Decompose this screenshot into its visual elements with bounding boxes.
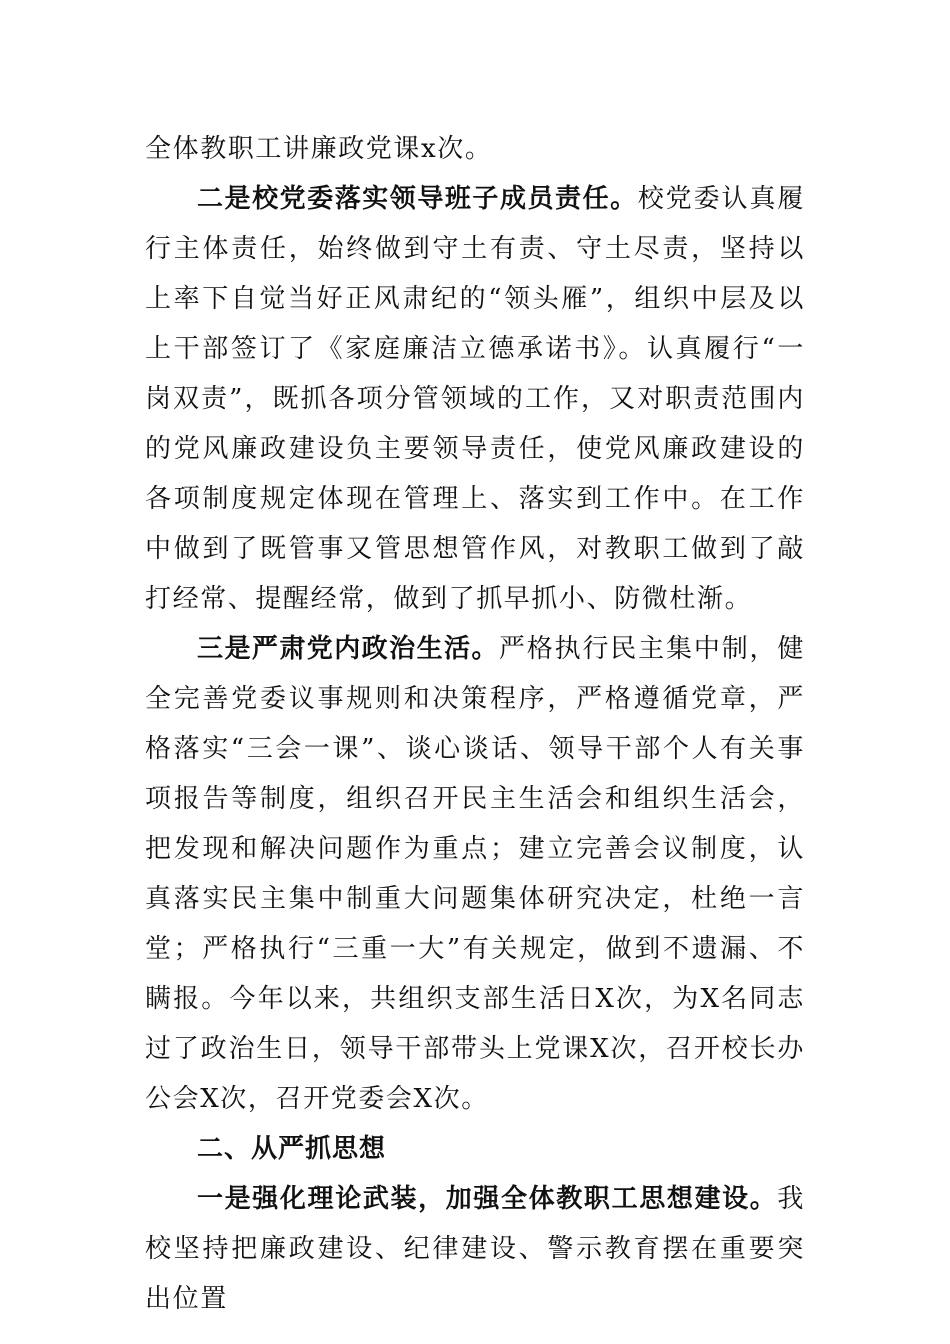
paragraph-continuation — [145, 124, 805, 174]
paragraph-text: 严格执行民主集中制，健全完善党委议事规则和决策程序，严格遵循党章，严格落实“三会一课”、谈心谈话、领导干部个人有关事项报告等制度，组织召开民主生活会和组织生活会，把发现和解决问题作为重点；建立完善会议制度，认真落实民主集中制重大问题集体研究决定，杜绝一言堂；严格执行“三重一大”有关规定，做到不遗漏、不瞒报。今年以来，共组织支部生活日X次，为X名同志过了政治生日，领导干部带头上党课X次，召开校长办公会X次，召开党委会X次。 — [145, 634, 805, 1114]
paragraph-theory-armament — [145, 1174, 805, 1324]
paragraph-text: 校党委认真履行主体责任，始终做到守土有责、守土尽责，坚持以上率下自觉当好正风肃纪的“领头雁”，组织中层及以上干部签订了《家庭廉洁立德承诺书》。认真履行“一岗双责”，既抓各项分管领域的工作，又对职责范围内的党风廉政建设负主要领导责任，使党风廉政建设的各项制度规定体现在管理上、落实到工作中。在工作中做到了既管事又管思想管作风，对教职工做到了敲打经常、提醒经常，做到了抓早抓小、防微杜渐。 — [145, 184, 805, 614]
document-body — [145, 124, 805, 1324]
paragraph-political-life — [145, 624, 805, 1124]
paragraph-lead: 一是强化理论武装，加强全体教职工思想建设。 — [197, 1184, 778, 1214]
section-heading: 二、从严抓思想 — [197, 1134, 387, 1164]
paragraph-text: 全体教职工讲廉政党课x次。 — [145, 134, 493, 164]
paragraph-lead: 二是校党委落实领导班子成员责任。 — [197, 184, 638, 214]
paragraph-text: 我校坚持把廉政建设、纪律建设、警示教育摆在重要突出位置 — [145, 1184, 805, 1314]
paragraph-lead: 三是严肃党内政治生活。 — [197, 634, 499, 664]
paragraph-leadership-responsibility — [145, 174, 805, 624]
